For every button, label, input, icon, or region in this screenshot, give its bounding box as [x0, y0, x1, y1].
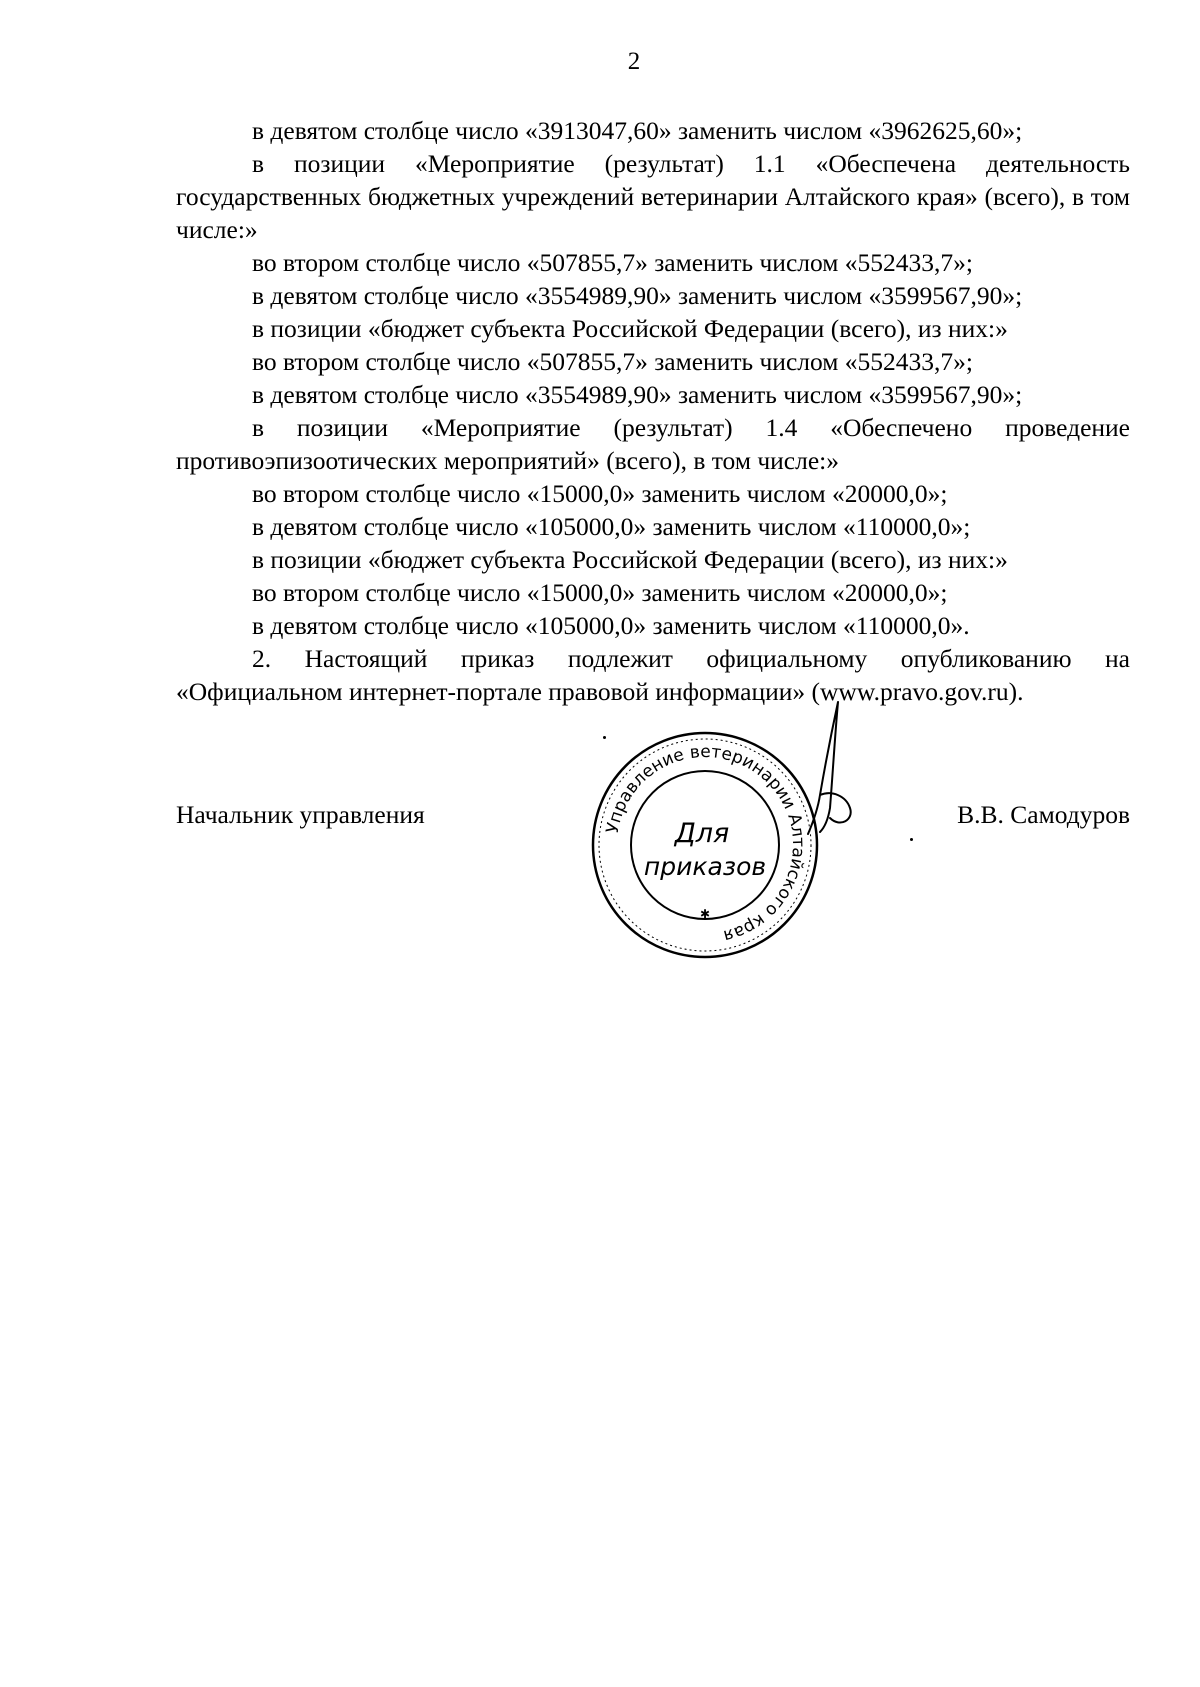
paragraph: во втором столбце число «507855,7» заменить числом «552433,7»;	[252, 248, 973, 277]
speck	[603, 736, 606, 739]
paragraph: в позиции «бюджет субъекта Российской Федерации (всего), из них:»	[252, 545, 1008, 574]
paragraph: во втором столбце число «15000,0» заменить числом «20000,0»;	[252, 578, 948, 607]
paragraph: в позиции «Мероприятие (результат) 1.1 «Обеспечена деятельность государственных бюджетных учреждений ветеринарии Алтайского края» (всего), в том числе:»	[176, 149, 1130, 244]
paragraph: в девятом столбце число «3554989,90» заменить числом «3599567,90»;	[252, 380, 1023, 409]
page-number: 2	[627, 48, 641, 75]
paragraph: во втором столбце число «15000,0» заменить числом «20000,0»;	[252, 479, 948, 508]
stamp-center-line1: Для	[674, 818, 730, 849]
document-body	[176, 114, 1130, 708]
paragraph: в девятом столбце число «105000,0» заменить числом «110000,0».	[252, 611, 970, 640]
paragraph: в девятом столбце число «105000,0» заменить числом «110000,0»;	[252, 512, 971, 541]
stamp-star-icon: ✱	[699, 907, 711, 921]
stamp-center-line2: приказов	[643, 852, 767, 881]
handwritten-signature	[780, 700, 870, 840]
stamp-ring-textpath: Управление ветеринарии Алтайского края	[602, 741, 809, 946]
paragraph: во втором столбце число «507855,7» заменить числом «552433,7»;	[252, 347, 973, 376]
paragraph: в девятом столбце число «3554989,90» заменить числом «3599567,90»;	[252, 281, 1023, 310]
signer-name: В.В. Самодуров	[957, 800, 1130, 829]
paragraph: 2. Настоящий приказ подлежит официальному опубликованию на «Официальном интернет-портале правовой информации» (www.pravo.gov.ru).	[176, 644, 1130, 706]
speck	[910, 838, 913, 841]
paragraph: в позиции «Мероприятие (результат) 1.4 «Обеспечено проведение противоэпизоотических мероприятий» (всего), в том числе:»	[176, 413, 1130, 475]
signer-position-title: Начальник управления	[176, 800, 425, 829]
paragraph: в девятом столбце число «3913047,60» заменить числом «3962625,60»;	[252, 116, 1023, 145]
signature-stroke	[808, 702, 851, 834]
paragraph: в позиции «бюджет субъекта Российской Федерации (всего), из них:»	[252, 314, 1008, 343]
